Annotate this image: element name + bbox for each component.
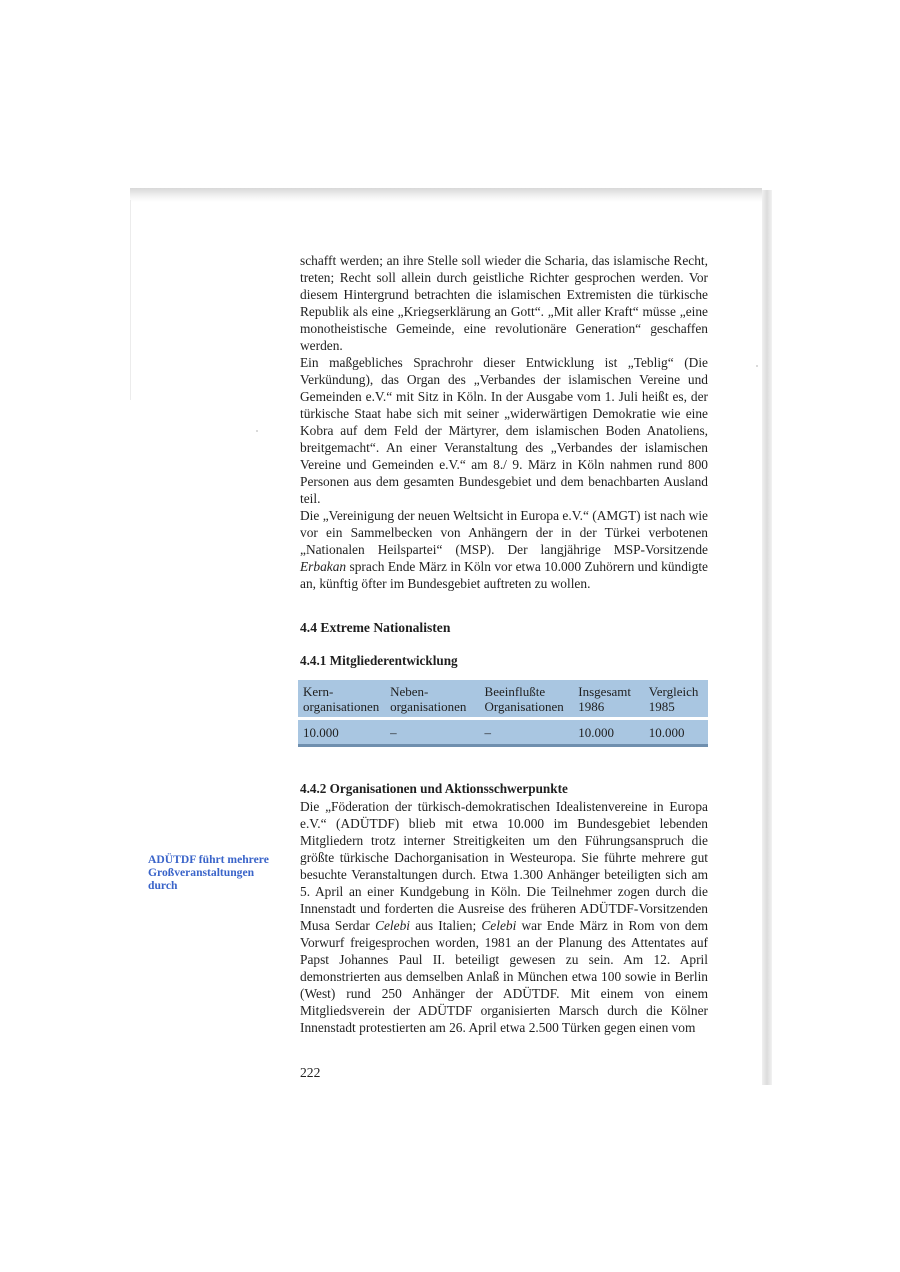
table-header: Neben- organisationen bbox=[390, 684, 467, 714]
paragraph-3: Die „Vereinigung der neuen Weltsicht in Europa e.V.“ (AMGT) ist nach wie vor ein Sammelbecken von Anhängern der in der Türkei verbotenen „Nationalen Heilspartei“ (MSP). Der langjährige MSP-Vorsitzende Erbakan sprach Ende März in Köln vor etwa 10.000 Zuhörern und kündigte an, künftig öfter im Bundesgebiet auftreten zu wollen. bbox=[300, 508, 708, 591]
table-row bbox=[298, 718, 708, 744]
section-4-4-2 bbox=[300, 780, 708, 1036]
table-cell: 10.000 bbox=[648, 724, 685, 740]
scan-speck bbox=[756, 365, 758, 367]
section-heading-4-4-1: 4.4.1 Mitgliederentwicklung bbox=[300, 653, 458, 668]
table-bottom-rule bbox=[298, 744, 708, 747]
table-header-row bbox=[298, 680, 708, 718]
page-number: 222 bbox=[300, 1065, 321, 1080]
margin-note: ADÜTDF führt mehrere Großveranstaltungen durch bbox=[148, 853, 269, 892]
paragraph-2: Ein maßgebliches Sprachrohr dieser Entwicklung ist „Teblig“ (Die Verkündung), das Organ des „Verbandes der islamischen Vereine und Gemeinden e.V.“ mit Sitz in Köln. In der Ausgabe vom 1. Juli heißt es, der türkische Staat habe sich mit seiner „widerwärtigen Demokratie wie eine Kobra auf dem Feld der Märtyrer, dem islamischen Boden Anatoliens, breitgemacht“. An einer Veranstaltung des „Verbandes der islamischen Vereine und Gemeinden e.V.“ am 8./ 9. März in Köln nahmen rund 800 Personen aus dem gesamten Bundesgebiet und dem benachbarten Ausland teil. bbox=[300, 355, 708, 506]
scan-right-shadow bbox=[762, 190, 772, 1085]
body-text-top bbox=[300, 252, 708, 592]
name-celebi: Celebi bbox=[375, 918, 411, 933]
name-erbakan: Erbakan bbox=[300, 559, 347, 574]
table-cell: – bbox=[390, 724, 397, 740]
section-heading-4-4-2: 4.4.2 Organisationen und Aktionsschwerpunkte bbox=[300, 781, 568, 796]
section-heading-4-4: 4.4 Extreme Nationalisten bbox=[300, 620, 451, 635]
scan-left-edge bbox=[130, 200, 131, 400]
table-header: Vergleich 1985 bbox=[648, 684, 699, 714]
scan-top-shadow bbox=[130, 188, 762, 202]
table-cell: – bbox=[484, 724, 492, 740]
table-header: Insgesamt 1986 bbox=[578, 684, 632, 714]
paragraph-1: schafft werden; an ihre Stelle soll wieder die Scharia, das islamische Recht, treten; Recht soll allein durch geistliche Richter gesprochen werden. Vor diesem Hintergrund betrachten die islamischen Extremisten die türkische Republik als eine „Kriegserklärung an Gott“. „Mit aller Kraft“ müsse „eine monotheistische Gemeinde, eine revolutionäre Generation“ geschaffen werden. bbox=[300, 253, 708, 353]
paragraph-4: Die „Föderation der türkisch-demokratischen Idealistenvereine in Europa e.V.“ (ADÜTDF) blieb mit etwa 10.000 im Bundesgebiet lebenden Mitgliedern trotz interner Streitigkeiten um den Führungsanspruch die größte türkische Dachorganisation in Westeuropa. Sie führte mehrere gut besuchte Veranstaltungen durch. Etwa 1.300 Anhänger beteiligten sich am 5. April an einer Kundgebung in Köln. Die Teilnehmer zogen durch die Innenstadt und forderten die Ausreise des früheren ADÜTDF-Vorsitzenden Musa Serdar Celebi aus Italien; Celebi war Ende März in Rom von dem Vorwurf freigesprochen worden, 1981 an der Planung des Attentates auf Papst Johannes Paul II. beteiligt gewesen zu sein. Am 12. April demonstrierten aus demselben Anlaß in München etwa 100 sowie in Berlin (West) rund 250 Anhänger der ADÜTDF. Mit einem von einem Mitgliedsverein der ADÜTDF organisierten Marsch durch die Kölner Innenstadt protestierten am 26. April etwa 2.500 Türken gegen einen vom bbox=[300, 799, 708, 1035]
table-cell: 10.000 bbox=[303, 724, 339, 740]
table-cell: 10.000 bbox=[578, 724, 615, 740]
scan-speck bbox=[256, 430, 258, 432]
table-header: Beeinflußte Organisationen bbox=[484, 684, 564, 714]
name-celebi: Celebi bbox=[481, 918, 517, 933]
table-header: Kern- organisationen bbox=[303, 684, 380, 714]
membership-table bbox=[298, 680, 708, 746]
